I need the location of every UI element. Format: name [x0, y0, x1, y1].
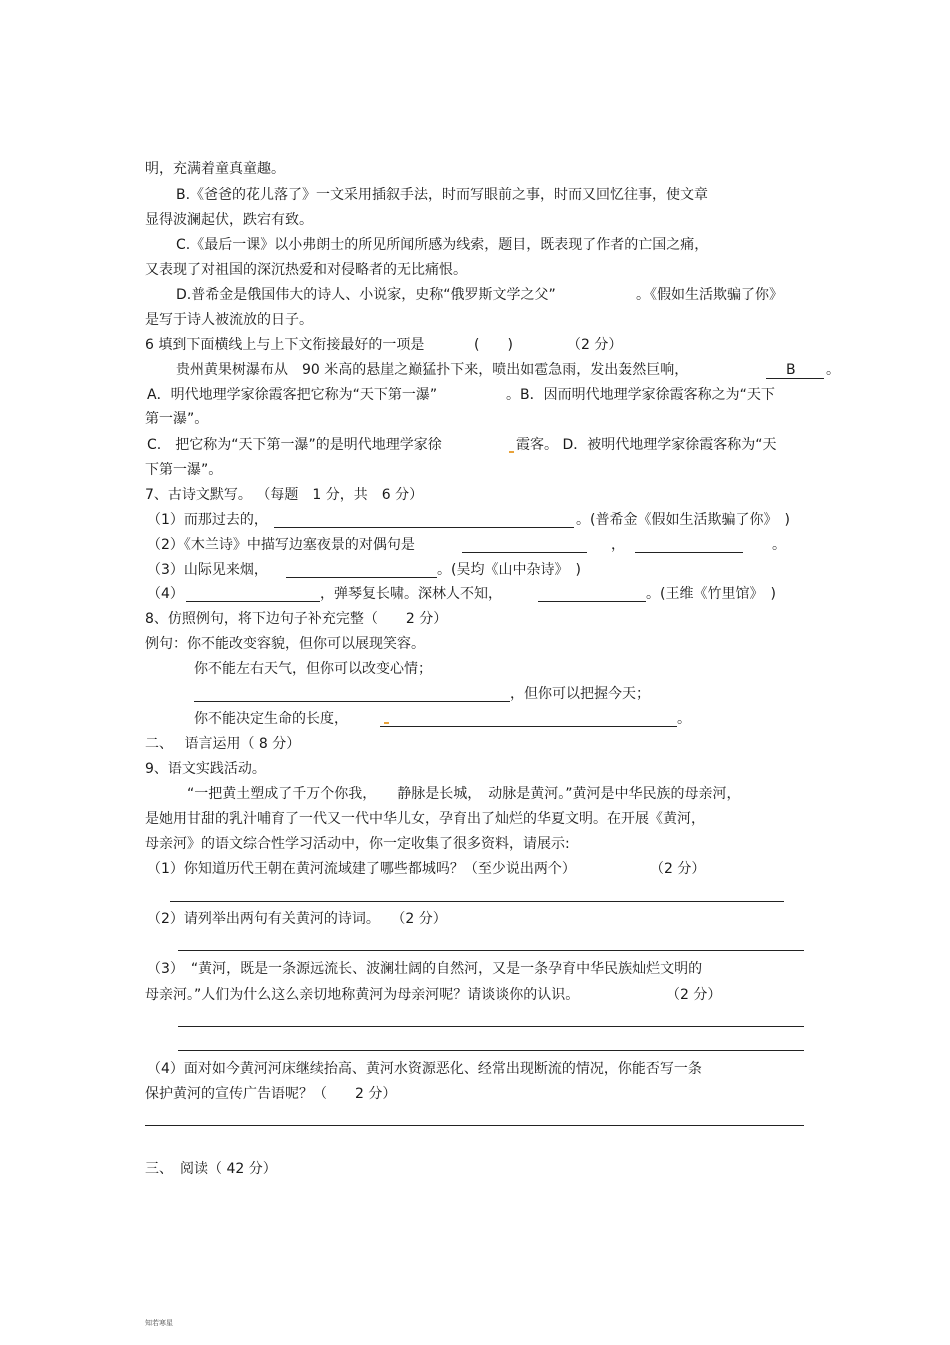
q7-title: 7、古诗文默写。 （每题 1 分，共 6 分）	[145, 487, 424, 503]
q6-option-a: A．明代地理学家徐霞客把它称为“天下第一瀑”	[147, 387, 438, 403]
q7-item1-prompt: （1）而那过去的，	[147, 512, 268, 528]
q8-line1: 你不能左右天气，但你可以改变心情；	[194, 661, 432, 677]
q7-item2-blank2[interactable]	[635, 552, 743, 553]
q7-item3-source: 。(吴均《山中杂诗》 )	[437, 562, 581, 578]
q6-filled-answer: B	[786, 362, 796, 378]
q9-sub4-line2: 保护黄河的宣传广告语呢？（ 2 分）	[145, 1086, 397, 1102]
q9-sub3-score: （2 分）	[666, 987, 722, 1003]
q9-sub3-line2: 母亲河。”人们为什么这么亲切地称黄河为母亲河呢？请谈谈你的认识。	[145, 987, 580, 1003]
q7-item4-number: （4）	[147, 586, 184, 602]
q7-item3-prompt: （3）山际见来烟，	[147, 562, 268, 578]
q8-example: 例句：你不能改变容貌，但你可以展现笑容。	[145, 636, 425, 652]
q9-sub1: （1）你知道历代王朝在黄河流域建了哪些都城吗？（至少说出两个）	[147, 861, 576, 877]
q5-option-d-line2: 是写于诗人被流放的日子。	[145, 312, 313, 328]
q7-item4-middle: ，弹琴复长啸。深林人不知，	[320, 586, 502, 602]
q7-item3-blank[interactable]	[286, 577, 437, 578]
q6-stem: 6 填到下面横线上与上下文衔接最好的一项是	[145, 337, 425, 353]
q9-sub4-line1: （4）面对如今黄河河床继续抬高、黄河水资源恶化、经常出现断流的情况，你能否写一条	[147, 1061, 702, 1077]
q8-title: 8、仿照例句，将下边句子补充完整（ 2 分）	[145, 611, 448, 627]
q7-item2-period: 。	[772, 537, 786, 553]
q9-title: 9、语文实践活动。	[145, 761, 266, 777]
q9-sub1-score: （2 分）	[650, 861, 706, 877]
q6-option-b: 。B．因而明代地理学家徐霞客称之为“天下	[506, 387, 775, 403]
q8-line2-blank[interactable]	[194, 701, 510, 702]
q9-sub2: （2）请列举出两句有关黄河的诗词。 （2 分）	[147, 911, 447, 927]
q5-option-d-line1a: D.普希金是俄国伟大的诗人、小说家，史称“俄罗斯文学之父”	[176, 287, 556, 303]
q5-a-tail: 明，充满着童真童趣。	[145, 161, 285, 177]
q6-option-c: C. 把它称为“天下第一瀑”的是明代地理学家徐	[147, 437, 442, 453]
q9-sub2-answer-line[interactable]	[178, 950, 804, 951]
q7-item2-prompt: （2）《木兰诗》中描写边塞夜景的对偶句是	[147, 537, 415, 553]
q7-item4-blank1[interactable]	[186, 601, 320, 602]
q6-answer-underline	[766, 378, 824, 379]
q9-sub1-answer-line[interactable]	[170, 901, 784, 902]
q9-passage-line3: 母亲河》的语文综合性学习活动中，你一定收集了很多资料，请展示:	[145, 836, 570, 852]
q6-period: 。	[826, 362, 840, 378]
q7-item2-comma: ，	[611, 537, 625, 553]
highlight-mark	[384, 722, 389, 724]
q5-option-c-line1: C.《最后一课》以小弗朗士的所见所闻所感为线索，题目，既表现了作者的亡国之痛，	[176, 237, 709, 253]
footer-text: 知若寒星	[145, 1319, 173, 1327]
q9-sub3-answer-line2[interactable]	[178, 1050, 804, 1051]
q5-option-b-line1: B.《爸爸的花儿落了》一文采用插叙手法，时而写眼前之事，时而又回忆往事，使文章	[176, 187, 709, 203]
q8-line2-tail: ，但你可以把握今天；	[510, 686, 650, 702]
q6-sentence: 贵州黄果树瀑布从 90 米高的悬崖之巅猛扑下来，喷出如雹急雨，发出轰然巨响，	[176, 362, 689, 378]
highlight-mark	[509, 451, 514, 453]
q8-line3-prompt: 你不能决定生命的长度，	[194, 711, 348, 727]
section-2-heading: 二、 语言运用（ 8 分）	[145, 736, 301, 752]
q7-item1-blank[interactable]	[274, 527, 574, 528]
q9-sub4-answer-line[interactable]	[145, 1125, 804, 1126]
q9-passage-line1: “一把黄土塑成了千万个你我， 静脉是长城， 动脉是黄河。”黄河是中华民族的母亲河，	[187, 786, 741, 802]
q9-sub3-answer-line1[interactable]	[178, 1026, 804, 1027]
q6-option-cd: 霞客。 D．被明代地理学家徐霞客称为“天	[516, 437, 777, 453]
q7-item2-blank1[interactable]	[462, 552, 587, 553]
q5-option-d-line1b: 。《假如生活欺骗了你》	[636, 287, 783, 303]
q7-item4-source: 。(王维《竹里馆》 )	[646, 586, 776, 602]
q8-line3-blank[interactable]	[380, 726, 677, 727]
q6-option-ab-line2: 第一瀑”。	[145, 411, 209, 427]
q8-line3-period: 。	[677, 711, 691, 727]
q9-passage-line2: 是她用甘甜的乳汁哺育了一代又一代中华儿女，孕育出了灿烂的华夏文明。在开展《黄河，	[145, 811, 705, 827]
q6-answer-paren: ( )	[474, 337, 513, 353]
q6-option-cd-line2: 下第一瀑”。	[145, 462, 223, 478]
q7-item4-blank2[interactable]	[538, 601, 646, 602]
q6-score: （2 分）	[567, 337, 623, 353]
q9-sub3-line1: （3） “黄河，既是一条源远流长、波澜壮阔的自然河，又是一条孕育中华民族灿烂文明的	[147, 961, 703, 977]
q5-option-b-line2: 显得波澜起伏，跌宕有致。	[145, 212, 313, 228]
q7-item1-source: 。(普希金《假如生活欺骗了你》 )	[576, 512, 790, 528]
section-3-heading: 三、 阅读（ 42 分）	[145, 1161, 277, 1177]
q5-option-c-line2: 又表现了对祖国的深沉热爱和对侵略者的无比痛恨。	[145, 262, 467, 278]
